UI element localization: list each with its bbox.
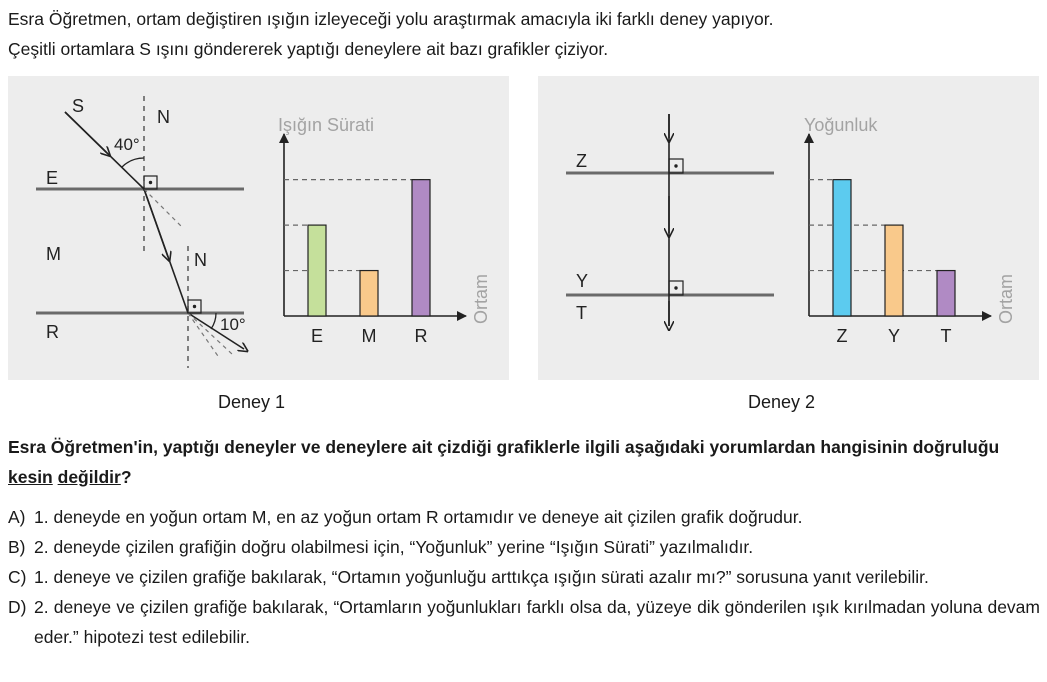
chart2-ylabel: Yoğunluk (804, 115, 878, 135)
angle-arc-top (122, 158, 144, 167)
normal-label-bottom: N (194, 250, 207, 270)
option-b-label: B) (8, 537, 26, 557)
option-d-label: D) (8, 597, 27, 617)
chart2-bar-t (937, 271, 955, 316)
option-d-text: 2. deneye ve çizilen grafiğe bakılarak, “Ortamların yoğunlukları farklı olsa da, yüzeye dik gönderilen ışık kırılmadan yoluna devam eder.” hipotezi test edilebilir. (34, 597, 1040, 647)
chart1-xlabel: Ortam (471, 273, 491, 324)
deney2-panel (538, 76, 1039, 380)
deney1-caption: Deney 1 (218, 392, 286, 412)
intro-line-1: Esra Öğretmen, ortam değiştiren ışığın izleyeceği yolu araştırmak amacıyla iki farklı deney yapıyor. (8, 9, 774, 29)
medium-label-m: M (46, 244, 61, 264)
question-underline-2: değildir (57, 467, 121, 487)
option-a-text: 1. deneyde en yoğun ortam M, en az yoğun ortam R ortamıdır ve deneye ait çizilen grafik doğrudur. (34, 507, 803, 527)
chart2-tick-y: Y (887, 326, 901, 346)
chart1-bar-e (308, 225, 326, 316)
angle-label-top: 40° (114, 135, 140, 154)
chart1-tick-e: E (310, 326, 324, 346)
ray-diagram (36, 96, 246, 368)
chart2-xlabel: Ortam (996, 273, 1016, 324)
extension-top (144, 189, 183, 228)
option-c-text: 1. deneye ve çizilen grafiğe bakılarak, “Ortamın yoğunluğu arttıkça ışığın sürati azalır mı?” sorusuna yanıt verilebilir. (34, 567, 929, 587)
question-main: Esra Öğretmen'in, yaptığı deneyler ve deneylere ait çizdiği grafiklerle ilgili aşağıdaki yorumlardan hangisinin doğruluğu (8, 437, 1000, 457)
intro-text (8, 4, 773, 64)
right-angle-bottom-dot (193, 305, 196, 308)
question-text (8, 432, 1040, 492)
deney2-figure (538, 76, 1039, 380)
normal-label-top: N (157, 107, 170, 127)
chart1-ylabel: Işığın Sürati (278, 115, 375, 135)
chart-1 (278, 115, 491, 346)
ray-label-s: S (72, 96, 85, 116)
answer-options (8, 502, 1040, 652)
medium-label-z: Z (576, 151, 587, 171)
right-angle-t-dot (674, 286, 677, 289)
medium-label-t: T (576, 303, 587, 323)
intro-line-2: Çeşitli ortamlara S ışını göndererek yaptığı deneylere ait bazı grafikler çiziyor. (8, 39, 609, 59)
deney2-caption: Deney 2 (748, 392, 816, 412)
option-b-text: 2. deneyde çizilen grafiğin doğru olabilmesi için, “Yoğunluk” yerine “Işığın Sürati” yazılmalıdır. (34, 537, 754, 557)
chart2-bar-z (833, 180, 851, 316)
deney1-figure (8, 76, 509, 380)
chart-2 (804, 115, 1016, 346)
chart1-tick-r: R (414, 326, 428, 346)
option-c[interactable] (8, 562, 1040, 592)
chart2-tick-z: Z (836, 326, 848, 346)
question-mark: ? (120, 467, 132, 487)
chart2-tick-t: T (940, 326, 952, 346)
medium-label-r: R (46, 322, 59, 342)
medium-label-e: E (46, 168, 59, 188)
option-a[interactable] (8, 502, 1040, 532)
chart1-bar-m (360, 271, 378, 316)
refracted-arrow (144, 189, 168, 257)
incident-arrow (65, 112, 107, 153)
right-angle-z-dot (674, 164, 677, 167)
chart2-bar-y (885, 225, 903, 316)
question-underline-1: kesin (8, 467, 53, 487)
option-d[interactable] (8, 592, 1040, 652)
medium-label-y: Y (576, 271, 589, 291)
deney1-panel (8, 76, 509, 380)
chart1-bar-r (412, 180, 430, 316)
right-angle-top-dot (149, 181, 152, 184)
option-a-label: A) (8, 507, 26, 527)
option-c-label: C) (8, 567, 27, 587)
chart1-tick-m: M (361, 326, 377, 346)
angle-arc-bottom (211, 313, 216, 329)
angle-label-bottom: 10° (220, 315, 246, 334)
option-b[interactable] (8, 532, 1040, 562)
ray-diagram-2 (566, 114, 774, 326)
